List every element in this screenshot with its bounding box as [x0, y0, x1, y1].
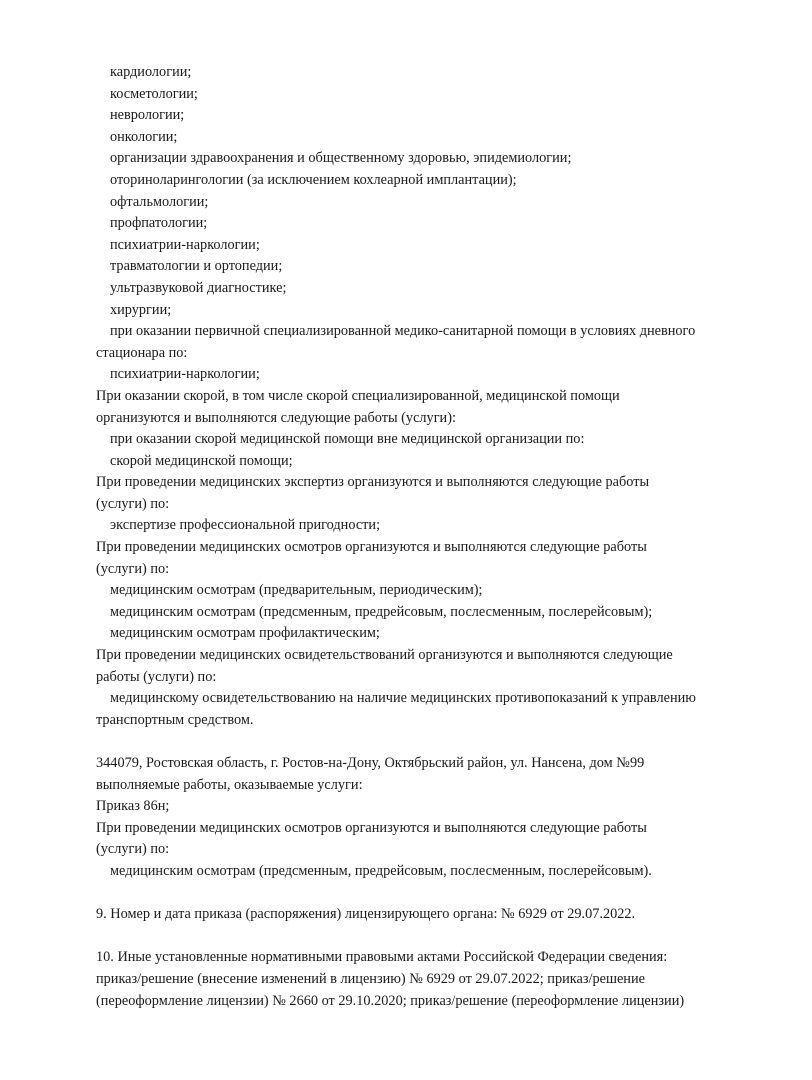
- text-line: при оказании скорой медицинской помощи вне медицинской организации по:: [110, 431, 585, 448]
- text-line: стационара по:: [96, 344, 188, 361]
- medical-examinations-paragraph: [96, 537, 734, 645]
- text-line: онкологии;: [110, 128, 178, 145]
- text-line: офтальмологии;: [110, 193, 209, 210]
- emergency-care-paragraph: [96, 386, 734, 472]
- text-line: оториноларингологии (за исключением кохлеарной имплантации);: [110, 171, 517, 188]
- text-line: (услуги) по:: [96, 495, 170, 512]
- text-line: медицинским осмотрам (предсменным, предрейсовым, послесменным, послерейсовым);: [110, 603, 653, 620]
- medical-certification-paragraph: [96, 645, 734, 731]
- text-line: (услуги) по:: [96, 560, 170, 577]
- paragraph-spacer: [96, 731, 734, 753]
- text-line: При проведении медицинских освидетельствований организуются и выполняются следующие: [96, 647, 673, 664]
- text-line: (переоформление лицензии) № 2660 от 29.10.2020; приказ/решение (переоформление лицензии): [96, 992, 685, 1009]
- specialties-list: [96, 62, 734, 321]
- text-line: организуются и выполняются следующие работы (услуги):: [96, 409, 456, 426]
- text-line: При оказании скорой, в том числе скорой специализированной, медицинской помощи: [96, 387, 620, 404]
- order-number-item: [96, 904, 734, 926]
- text-line: работы (услуги) по:: [96, 668, 217, 685]
- text-line: медицинскому освидетельствованию на наличие медицинских противопоказаний к управлению: [110, 690, 696, 707]
- text-line: профпатологии;: [110, 215, 208, 232]
- text-line: При проведении медицинских осмотров организуются и выполняются следующие работы: [96, 539, 647, 556]
- text-line: травматологии и ортопедии;: [110, 258, 283, 275]
- text-line: организации здравоохранения и общественному здоровью, эпидемиологии;: [110, 150, 572, 167]
- text-line: хирургии;: [110, 301, 172, 318]
- text-line: косметологии;: [110, 85, 198, 102]
- text-line: кардиологии;: [110, 64, 192, 80]
- text-line: медицинским осмотрам профилактическим;: [110, 625, 380, 642]
- text-line: психиатрии-наркологии;: [110, 236, 260, 253]
- text-line: 9. Номер и дата приказа (распоряжения) лицензирующего органа: № 6929 от 29.07.2022.: [96, 906, 636, 923]
- paragraph-spacer: [96, 926, 734, 948]
- text-line: медицинским осмотрам (предсменным, предрейсовым, послесменным, послерейсовым).: [110, 862, 652, 879]
- text-line: экспертизе профессиональной пригодности;: [110, 517, 381, 534]
- other-information-item: [96, 947, 734, 1012]
- text-line: транспортным средством.: [96, 711, 254, 728]
- text-line: психиатрии-наркологии;: [110, 366, 260, 383]
- text-line: приказ/решение (внесение изменений в лицензию) № 6929 от 29.07.2022; приказ/решение: [96, 970, 645, 987]
- text-line: медицинским осмотрам (предварительным, периодическим);: [110, 582, 483, 599]
- text-line: При проведении медицинских осмотров организуются и выполняются следующие работы: [96, 819, 647, 836]
- text-line: скорой медицинской помощи;: [110, 452, 293, 469]
- text-line: При проведении медицинских экспертиз организуются и выполняются следующие работы: [96, 474, 650, 491]
- paragraph-spacer: [96, 883, 734, 905]
- medical-expertise-paragraph: [96, 472, 734, 537]
- text-line: неврологии;: [110, 107, 185, 124]
- address-block: [96, 753, 734, 883]
- text-line: 344079, Ростовская область, г. Ростов-на-Дону, Октябрьский район, ул. Нансена, дом №99: [96, 755, 645, 771]
- text-line: 10. Иные установленные нормативными правовыми актами Российской Федерации сведения:: [96, 949, 668, 966]
- text-line: при оказании первичной специализированной медико-санитарной помощи в условиях дневного: [110, 323, 696, 340]
- text-line: (услуги) по:: [96, 841, 170, 858]
- text-line: Приказ 86н;: [96, 798, 170, 815]
- text-line: ультразвуковой диагностике;: [110, 279, 287, 296]
- text-line: выполняемые работы, оказываемые услуги:: [96, 776, 363, 793]
- document-body: [96, 62, 734, 1012]
- day-hospital-paragraph: [96, 321, 734, 386]
